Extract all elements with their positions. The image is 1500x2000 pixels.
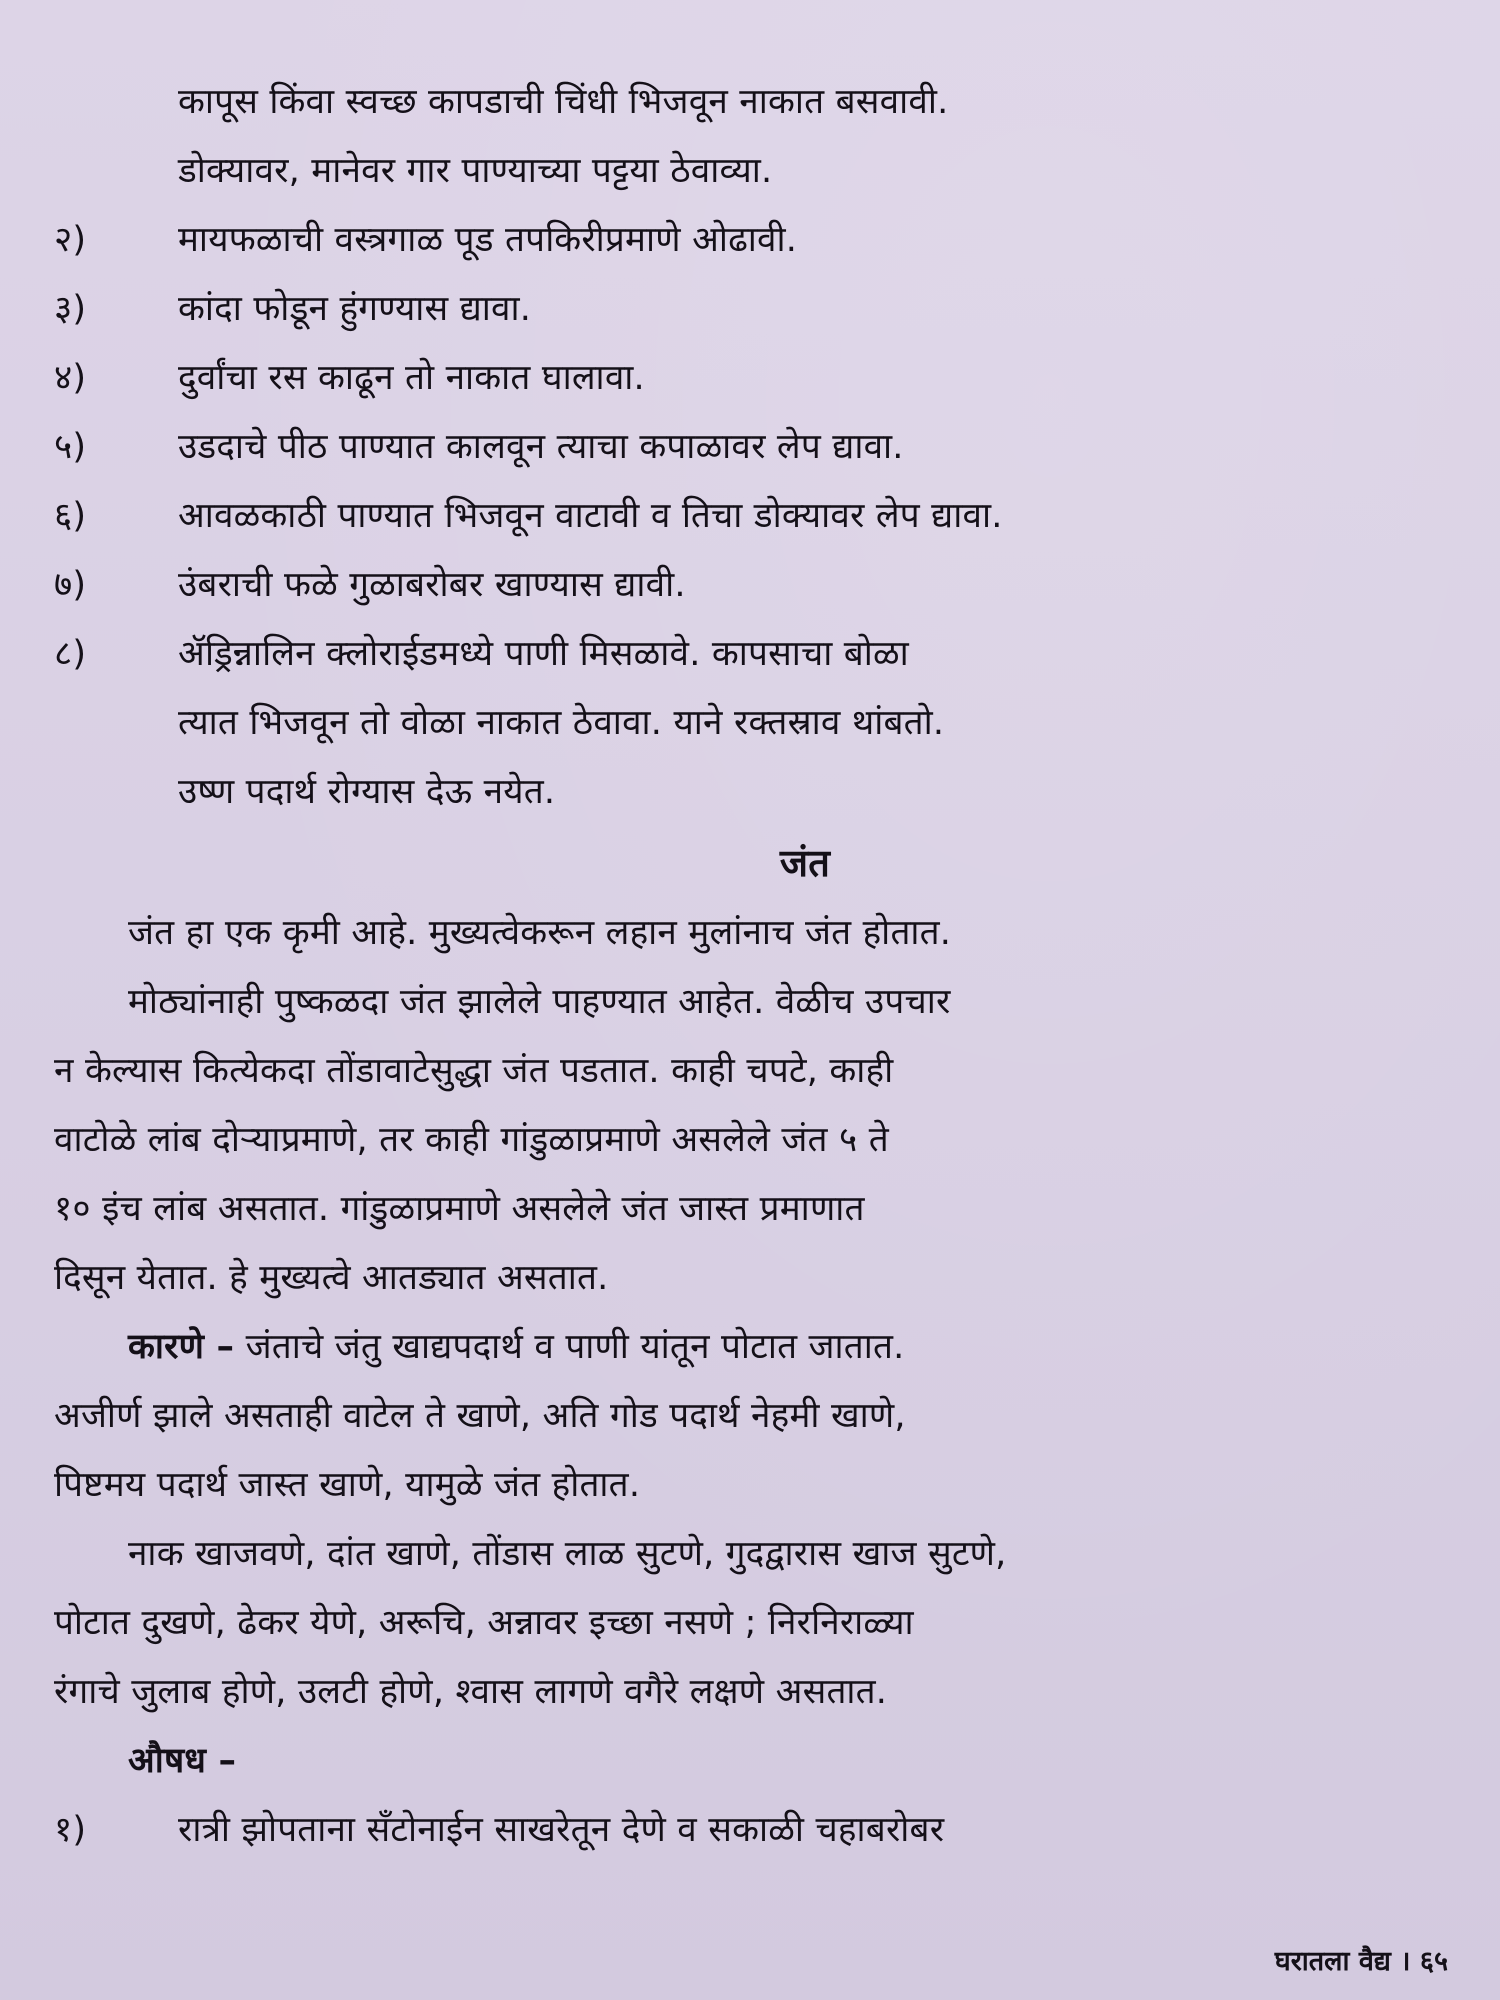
causes-line-2: अजीर्ण झाले असताही वाटेल ते खाणे, अति गोड पदार्थ नेहमी खाणे, [54, 1396, 906, 1436]
remedy-item-6 [54, 482, 1446, 551]
intro-line-4: वाटोळे लांब दोऱ्याप्रमाणे, तर काही गांडुळाप्रमाणे असलेले जंत ५ ते [54, 1120, 889, 1160]
remedy-number: ६) [54, 496, 87, 536]
remedy-text: उडदाचे पीठ पाण्यात कालवून त्याचा कपाळावर लेप द्यावा. [178, 427, 904, 467]
top-line-2: डोक्यावर, मानेवर गार पाण्याच्या पट्टया ठेवाव्या. [178, 151, 773, 191]
remedy-item-2 [54, 206, 1446, 275]
medicine-number: १) [54, 1810, 87, 1850]
remedy-number: ८) [54, 634, 87, 674]
remedy-number: ५) [54, 427, 87, 467]
symptoms-line-1: नाक खाजवणे, दांत खाणे, तोंडास लाळ सुटणे, गुदद्वारास खाज सुटणे, [128, 1534, 1007, 1574]
book-title: घरातला वैद्य [1274, 1946, 1391, 1977]
remedy-number: ७) [54, 565, 87, 605]
remedy-number: २) [54, 220, 87, 260]
remedy-8-continuation-2: उष्ण पदार्थ रोग्यास देऊ नयेत. [178, 772, 556, 812]
top-line-1: कापूस किंवा स्वच्छ कापडाची चिंधी भिजवून नाकात बसवावी. [178, 82, 949, 122]
intro-line-5: १० इंच लांब असतात. गांडुळाप्रमाणे असलेले जंत जास्त प्रमाणात [54, 1189, 865, 1229]
footer-separator: । [1400, 1946, 1411, 1977]
section-heading: जंत [779, 841, 831, 885]
remedy-item-4 [54, 344, 1446, 413]
remedy-text: ॲड्रिन्नालिन क्लोराईडमध्ये पाणी मिसळावे. कापसाचा बोळा [178, 634, 909, 674]
remedy-number: ४) [54, 358, 87, 398]
remedy-text: मायफळाची वस्त्रगाळ पूड तपकिरीप्रमाणे ओढावी. [178, 220, 798, 260]
page-number: ६५ [1419, 1946, 1448, 1977]
medicine-text: रात्री झोपताना सँटोनाईन साखरेतून देणे व सकाळी चहाबरोबर [178, 1810, 945, 1850]
symptoms-line-3: रंगाचे जुलाब होणे, उलटी होणे, श्वास लागणे वगैरे लक्षणे असतात. [54, 1672, 888, 1712]
page-footer [1275, 1941, 1448, 1978]
remedy-text: कांदा फोडून हुंगण्यास द्यावा. [178, 289, 532, 329]
remedy-item-8 [54, 620, 1446, 689]
intro-line-2: मोठ्यांनाही पुष्कळदा जंत झालेले पाहण्यात आहेत. वेळीच उपचार [128, 982, 951, 1022]
intro-line-1: जंत हा एक कृमी आहे. मुख्यत्वेकरून लहान मुलांनाच जंत होतात. [128, 913, 952, 953]
intro-line-6: दिसून येतात. हे मुख्यत्वे आतड्यात असतात. [54, 1258, 609, 1298]
remedy-text: उंबराची फळे गुळाबरोबर खाण्यास द्यावी. [178, 565, 686, 605]
causes-label: कारणे – [128, 1327, 235, 1367]
causes-line-1 [54, 1313, 1446, 1382]
remedy-8-continuation-1: त्यात भिजवून तो वोळा नाकात ठेवावा. याने रक्तस्राव थांबतो. [178, 703, 945, 743]
remedy-text: आवळकाठी पाण्यात भिजवून वाटावी व तिचा डोक्यावर लेप द्यावा. [178, 496, 1003, 536]
causes-text: जंताचे जंतु खाद्यपदार्थ व पाणी यांतून पोटात जातात. [234, 1327, 905, 1367]
remedy-text: दुर्वांचा रस काढून तो नाकात घालावा. [178, 358, 645, 398]
medicine-item-1 [54, 1796, 1446, 1865]
remedy-item-3 [54, 275, 1446, 344]
remedy-item-5 [54, 413, 1446, 482]
medicine-label: औषध – [128, 1741, 237, 1781]
causes-line-3: पिष्टमय पदार्थ जास्त खाणे, यामुळे जंत होतात. [54, 1465, 641, 1505]
intro-line-3: न केल्यास कित्येकदा तोंडावाटेसुद्धा जंत पडतात. काही चपटे, काही [54, 1051, 894, 1091]
symptoms-line-2: पोटात दुखणे, ढेकर येणे, अरूचि, अन्नावर इच्छा नसणे ; निरनिराळ्या [54, 1603, 914, 1643]
page-body [54, 68, 1446, 1865]
remedy-item-7 [54, 551, 1446, 620]
remedy-number: ३) [54, 289, 87, 329]
